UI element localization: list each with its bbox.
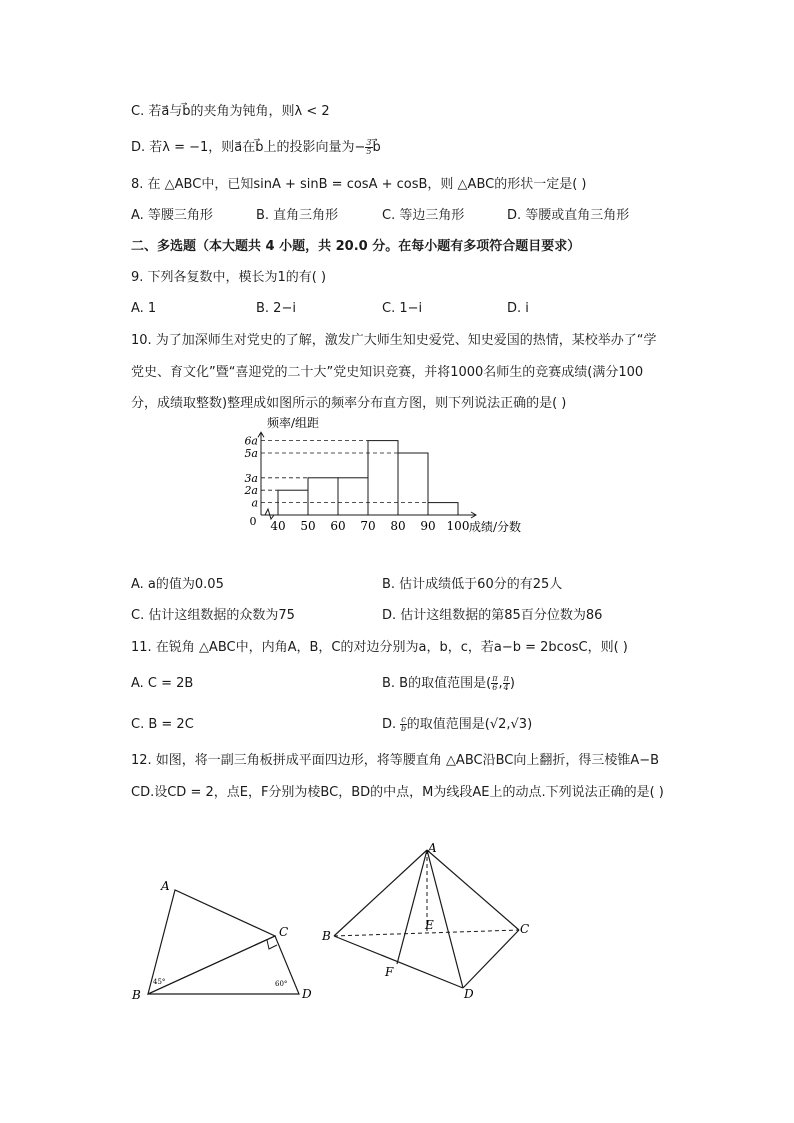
q10-stem-line3: 分，成绩取整数)整理成如图所示的频率分布直方图，则下列说法正确的是( ) (131, 396, 567, 411)
q10-option-b: B. 估计成绩低于60分的有25人 (382, 577, 563, 592)
label-b: B (322, 929, 331, 943)
q9-option-b: B. 2−i (256, 301, 296, 316)
label-c: C (520, 922, 530, 936)
label-a: A (161, 879, 170, 893)
x-tick-label: 80 (390, 519, 406, 533)
y-tick-label: 6a (244, 434, 258, 448)
label-c: C (279, 925, 289, 939)
q10-option-a: A. a的值为0.05 (131, 577, 224, 592)
y-tick-label: a (251, 496, 258, 510)
histogram-bar (338, 478, 368, 515)
x-tick-label: 50 (300, 519, 316, 533)
q11-stem: 11. 在锐角 △ABC中，内角A，B，C的对边分别为a，b，c，若a−b = 2bcosC，则( ) (131, 640, 628, 655)
q8-stem: 8. 在 △ABC中，已知sinA + sinB = cosA + cosB，则 △ABC的形状一定是( ) (131, 177, 587, 192)
q8-option-b: B. 直角三角形 (256, 208, 339, 223)
q8-option-a: A. 等腰三角形 (131, 208, 213, 223)
x-axis-title: 成绩/分数 (469, 520, 522, 534)
q7-option-d: D. 若λ = −1，则a⃗在b⃗上的投影向量为− $\frac{3}{5}$ b⃗ (131, 138, 381, 156)
q9-option-c: C. 1−i (382, 301, 423, 316)
q11-fraction-c-b: $\frac{c}{b}$ (400, 715, 407, 733)
label-d: D (302, 987, 312, 1001)
q9-option-d: D. i (507, 301, 529, 316)
label-b: B (132, 988, 141, 1002)
label-e: E (425, 918, 434, 932)
y-axis-title: 频率/组距 (267, 416, 320, 430)
figure-planar-quadrilateral (125, 870, 325, 1010)
label-a: A (428, 841, 437, 855)
q11-fraction-pi-6: $\frac{\pi}{6}$ (492, 674, 498, 692)
q10-option-d: D. 估计这组数据的第85百分位数为86 (382, 608, 603, 623)
figure-pyramid (318, 840, 538, 1005)
q7-option-c: C. 若a⃗与b⃗的夹角为钝角，则λ < 2 (131, 104, 330, 119)
x-tick-label: 100 (446, 519, 470, 533)
q10-stem-line2: 党史、育文化”暨“喜迎党的二十大”党史知识竞赛，并将1000名师生的竞赛成绩(满分100 (131, 365, 644, 380)
q9-option-a: A. 1 (131, 301, 157, 316)
x-tick-label: 70 (360, 519, 376, 533)
axis-break (265, 509, 274, 519)
q10-option-c: C. 估计这组数据的众数为75 (131, 608, 295, 623)
histogram-bar (398, 453, 428, 515)
q11-option-d: D. $\frac{c}{b}$ 的取值范围是(√2,√3) (382, 715, 533, 733)
y-tick-label: 2a (244, 484, 258, 498)
q8-option-c: C. 等边三角形 (382, 208, 465, 223)
histogram-bar (428, 503, 458, 515)
q8-option-d: D. 等腰或直角三角形 (507, 208, 630, 223)
q11-fraction-pi-4: $\frac{\pi}{4}$ (503, 674, 509, 692)
q7-fraction: $\frac{3}{5}$ (366, 138, 372, 156)
x-tick-label: 60 (330, 519, 346, 533)
label-d: D (464, 987, 474, 1001)
histogram-bar (368, 441, 398, 515)
q9-stem: 9. 下列各复数中，模长为1的有( ) (131, 270, 327, 285)
q10-stem-line1: 10. 为了加深师生对党史的了解，激发广大师生知史爱党、知史爱国的热情，某校举办了“学 (131, 333, 657, 348)
origin-label: 0 (249, 515, 257, 528)
right-angle-mark (267, 940, 277, 949)
triangle-abc (148, 890, 275, 994)
angle-45: 45° (153, 978, 166, 986)
y-tick-label: 5a (244, 447, 258, 460)
q12-stem-line1: 12. 如图，将一副三角板拼成平面四边形，将等腰直角 △ABC沿BC向上翻折，得三棱锥A−B (131, 753, 660, 768)
frequency-histogram (235, 412, 565, 544)
y-tick-label: 3a (244, 471, 258, 485)
q11-option-a: A. C = 2B (131, 676, 194, 691)
x-tick-label: 90 (420, 519, 436, 533)
q11-option-b: B. B的取值范围是( $\frac{\pi}{6}$ , $\frac{\pi}{4}$ ) (382, 674, 515, 692)
x-tick-label: 40 (270, 519, 286, 533)
q12-stem-line2: CD.设CD = 2，点E，F分别为棱BC，BD的中点，M为线段AE上的动点.下列说法正确的是( ) (131, 785, 664, 800)
section-header-multi-choice: 二、多选题（本大题共 4 小题，共 20.0 分。在每小题有多项符合题目要求） (131, 239, 581, 254)
angle-60: 60° (275, 980, 288, 988)
histogram-bar (308, 478, 338, 515)
q11-option-c: C. B = 2C (131, 717, 194, 732)
label-f: F (385, 965, 394, 979)
